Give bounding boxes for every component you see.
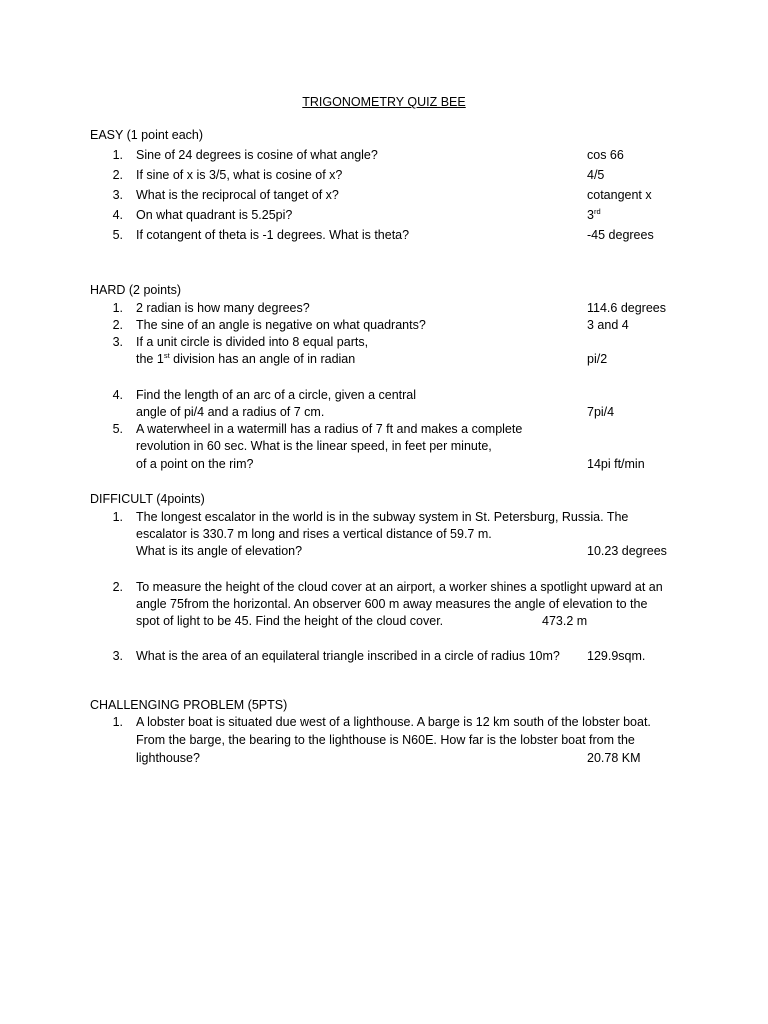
answer-text: 14pi ft/min (587, 457, 645, 471)
question-number: 1. (112, 148, 123, 162)
question-text: 2 radian is how many degrees? (136, 301, 310, 315)
answer-text: cos 66 (587, 148, 624, 162)
document-title: TRIGONOMETRY QUIZ BEE (302, 95, 466, 109)
question-number: 3. (112, 649, 123, 663)
question-text: What is the reciprocal of tanget of x? (136, 188, 339, 202)
answer-text: 114.6 degrees (587, 301, 666, 315)
question-text-line: of a point on the rim? (136, 457, 254, 471)
question-text-line: From the barge, the bearing to the lighthouse is N60E. How far is the lobster boat from the (136, 733, 635, 747)
question-number: 3. (112, 335, 123, 349)
question-number: 3. (112, 188, 123, 202)
answer-text (587, 207, 601, 223)
answer-text: 7pi/4 (587, 405, 615, 419)
answer-text: -45 degrees (587, 228, 654, 242)
section-heading-easy: EASY (1 point each) (90, 128, 204, 142)
question-number: 5. (112, 422, 123, 436)
section-heading-challenging: CHALLENGING PROBLEM (5PTS) (90, 698, 288, 712)
question-text: The sine of an angle is negative on what quadrants? (136, 318, 426, 332)
question-text: What is the area of an equilateral triangle inscribed in a circle of radius 10m? (136, 649, 560, 663)
question-text-line: escalator is 330.7 m long and rises a vertical distance of 59.7 m. (136, 527, 492, 541)
question-number: 4. (112, 388, 123, 402)
answer-text: 129.9sqm. (587, 649, 646, 663)
question-text: If cotangent of theta is -1 degrees. What is theta? (136, 228, 410, 242)
question-text-line (136, 351, 355, 367)
answer-text: 3 and 4 (587, 318, 629, 332)
ordinal-suffix: st (163, 351, 170, 360)
question-text-line: What is its angle of elevation? (136, 544, 303, 558)
question-text-line: spot of light to be 45. Find the height of the cloud cover. (136, 614, 444, 628)
question-text: If sine of x is 3/5, what is cosine of x? (136, 168, 343, 182)
question-number: 2. (112, 318, 123, 332)
answer-text: 20.78 KM (587, 751, 641, 765)
question-text: Sine of 24 degrees is cosine of what angle? (136, 148, 378, 162)
question-text-line: If a unit circle is divided into 8 equal parts, (136, 335, 369, 349)
text-segment: division has an angle of in radian (169, 352, 356, 366)
answer-text: 4/5 (587, 168, 605, 182)
text-segment: the 1 (136, 352, 164, 366)
question-text-line: revolution in 60 sec. What is the linear speed, in feet per minute, (136, 439, 492, 453)
section-heading-difficult: DIFFICULT (4points) (90, 492, 205, 506)
answer-value: 3 (587, 208, 594, 222)
question-text-line: A lobster boat is situated due west of a lighthouse. A barge is 12 km south of the lobster boat. (136, 715, 651, 729)
question-text-line: angle 75from the horizontal. An observer 600 m away measures the angle of elevation to the (136, 597, 648, 611)
question-number: 1. (112, 715, 123, 729)
ordinal-suffix: rd (593, 207, 601, 216)
question-number: 4. (112, 208, 123, 222)
answer-text: 473.2 m (542, 614, 588, 628)
question-text: On what quadrant is 5.25pi? (136, 208, 293, 222)
question-text-line: A waterwheel in a watermill has a radius of 7 ft and makes a complete (136, 422, 523, 436)
question-number: 1. (112, 301, 123, 315)
answer-text: pi/2 (587, 352, 608, 366)
question-number: 5. (112, 228, 123, 242)
question-text-line: To measure the height of the cloud cover at an airport, a worker shines a spotlight upward at an (136, 580, 663, 594)
question-text-line: Find the length of an arc of a circle, given a central (136, 388, 417, 402)
question-text-line: The longest escalator in the world is in the subway system in St. Petersburg, Russia. The (136, 510, 629, 524)
question-text-line: angle of pi/4 and a radius of 7 cm. (136, 405, 325, 419)
answer-text: 10.23 degrees (587, 544, 667, 558)
answer-text: cotangent x (587, 188, 652, 202)
question-text-line: lighthouse? (136, 751, 200, 765)
question-number: 2. (112, 580, 123, 594)
section-heading-hard: HARD (2 points) (90, 283, 181, 297)
question-number: 2. (112, 168, 123, 182)
question-number: 1. (112, 510, 123, 524)
